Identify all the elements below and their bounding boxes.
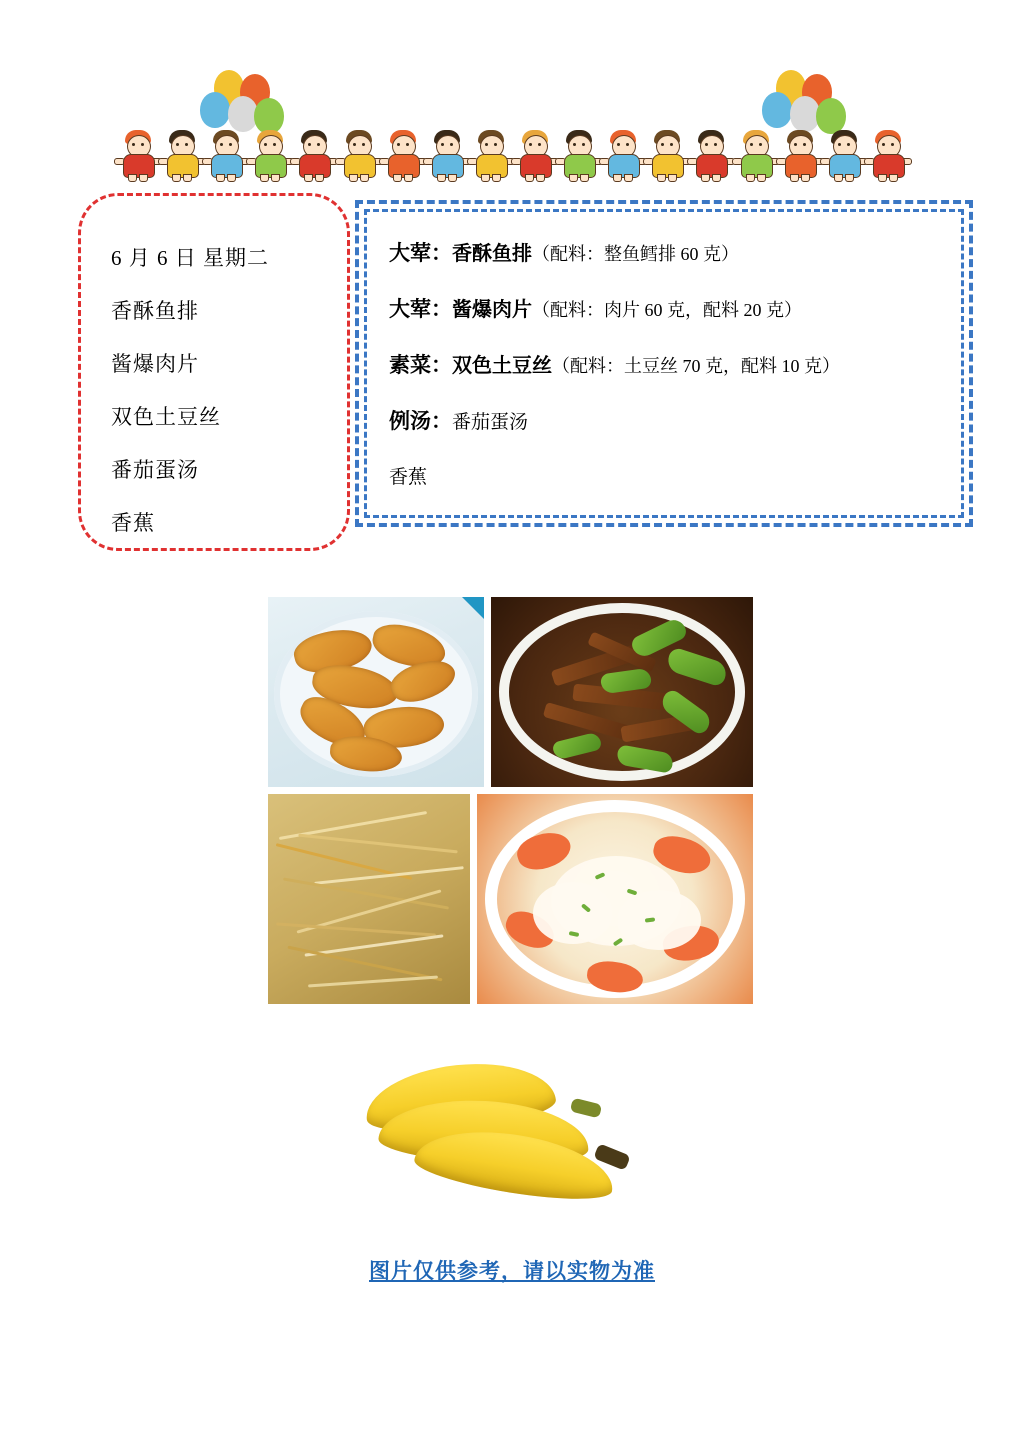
menu-date-line: 6 月 6 日 星期二 bbox=[111, 246, 269, 270]
children-illustration-row bbox=[118, 128, 908, 180]
menu-detail-box bbox=[355, 200, 973, 527]
child-icon bbox=[824, 130, 864, 180]
child-icon bbox=[250, 130, 290, 180]
child-icon bbox=[206, 130, 246, 180]
detail-row bbox=[375, 338, 953, 394]
tomato-egg-soup-photo bbox=[477, 794, 753, 1004]
banana-tip-icon bbox=[570, 1098, 602, 1119]
disclaimer-note: 图片仅供参考，请以实物为准 bbox=[369, 1259, 655, 1283]
braised-pork-with-pepper-photo bbox=[491, 597, 753, 787]
detail-ingredients: （配料：整鱼鳕排 60 克） bbox=[532, 244, 739, 264]
detail-row bbox=[375, 226, 953, 282]
child-icon bbox=[780, 130, 820, 180]
child-icon bbox=[647, 130, 687, 180]
child-icon bbox=[603, 130, 643, 180]
child-icon bbox=[471, 130, 511, 180]
detail-dish-name: 香酥鱼排 bbox=[452, 243, 532, 265]
balloon-icon bbox=[200, 92, 230, 128]
child-icon bbox=[339, 130, 379, 180]
detail-row bbox=[375, 394, 953, 450]
detail-dish-name: 酱爆肉片 bbox=[452, 299, 532, 321]
child-icon bbox=[294, 130, 334, 180]
food-photo-grid bbox=[268, 597, 753, 1004]
menu-summary-box bbox=[78, 193, 350, 551]
detail-fruit-row: 香蕉 bbox=[389, 467, 428, 488]
detail-ingredients: （配料：土豆丝 70 克，配料 10 克） bbox=[552, 356, 840, 376]
detail-category-label: 大荤： bbox=[389, 297, 452, 321]
summary-item-5: 香蕉 bbox=[111, 511, 155, 535]
detail-dish-name: 双色土豆丝 bbox=[452, 355, 552, 377]
detail-category-label: 大荤： bbox=[389, 241, 452, 265]
child-icon bbox=[559, 130, 599, 180]
detail-category-label: 例汤： bbox=[389, 409, 452, 433]
photo-row-bottom bbox=[268, 787, 753, 1004]
detail-category-label: 素菜： bbox=[389, 353, 452, 377]
photo-corner-tag-icon bbox=[462, 597, 484, 619]
crispy-fish-fillet-photo bbox=[268, 597, 484, 787]
detail-dish-name: 番茄蛋汤 bbox=[452, 412, 529, 433]
shredded-potato-photo bbox=[268, 794, 470, 1004]
banana-bunch-photo bbox=[355, 1043, 673, 1215]
detail-ingredients: （配料：肉片 60 克，配料 20 克） bbox=[532, 300, 802, 320]
summary-item-2: 酱爆肉片 bbox=[111, 352, 199, 376]
child-icon bbox=[162, 130, 202, 180]
child-icon bbox=[383, 130, 423, 180]
decorative-header-banner bbox=[118, 70, 908, 180]
child-icon bbox=[515, 130, 555, 180]
child-icon bbox=[427, 130, 467, 180]
balloon-icon bbox=[762, 92, 792, 128]
child-icon bbox=[736, 130, 776, 180]
summary-item-3: 双色土豆丝 bbox=[111, 405, 221, 429]
summary-item-4: 番茄蛋汤 bbox=[111, 458, 199, 482]
child-icon bbox=[868, 130, 908, 180]
detail-row bbox=[375, 282, 953, 338]
photo-row-top bbox=[268, 597, 753, 787]
summary-item-1: 香酥鱼排 bbox=[111, 299, 199, 323]
child-icon bbox=[118, 130, 158, 180]
child-icon bbox=[691, 130, 731, 180]
